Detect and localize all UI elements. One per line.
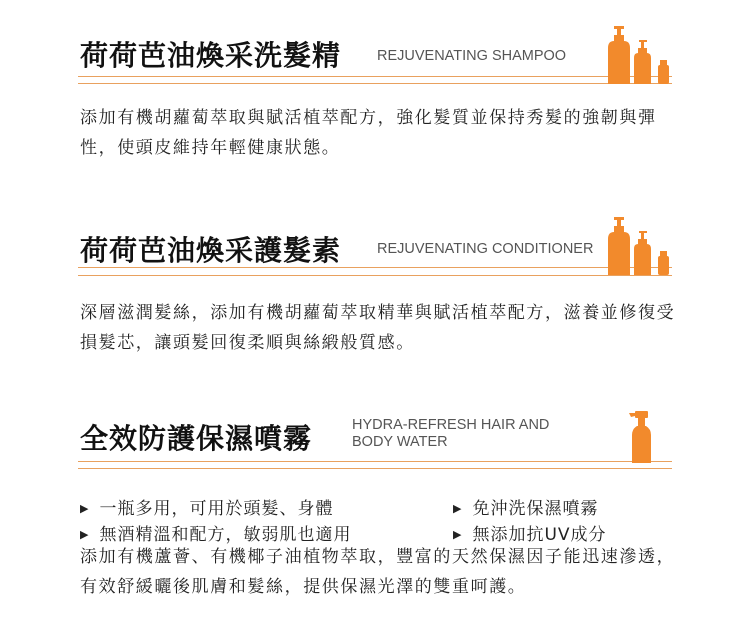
divider-top: [78, 461, 672, 462]
triangle-icon: ▶: [453, 528, 463, 541]
feature-text: 一瓶多用，可用於頭髮、身體: [99, 499, 334, 519]
divider-bottom: [78, 468, 672, 469]
divider-bottom: [78, 275, 672, 276]
feature-bullet: [80, 494, 333, 519]
conditioner-description: 深層滋潤髮絲，添加有機胡蘿蔔萃取精華與賦活植萃配方，滋養並修復受損髮芯，讓頭髮回復柔順與絲緞般質感。: [80, 303, 676, 353]
feature-text: 無酒精溫和配方，敏弱肌也適用: [99, 525, 352, 545]
triangle-icon: ▶: [80, 528, 90, 541]
spray-subtitle-line1: HYDRA-REFRESH HAIR AND: [352, 417, 550, 433]
triangle-icon: ▶: [453, 502, 463, 515]
shampoo-description: 添加有機胡蘿蔔萃取與賦活植萃配方，強化髮質並保持秀髮的強韌與彈性，使頭皮維持年輕健康狀態。: [80, 108, 657, 158]
shampoo-title: 荷荷芭油煥采洗髮精: [80, 39, 342, 72]
spray-subtitle-line2: BODY WATER: [352, 434, 448, 450]
divider-top: [78, 267, 672, 268]
bottle-set-icon: [598, 26, 676, 88]
feature-bullet: [453, 494, 598, 519]
feature-text: 免沖洗保濕噴霧: [472, 499, 599, 519]
conditioner-title: 荷荷芭油煥采護髮素: [80, 234, 342, 267]
divider-bottom: [78, 83, 672, 84]
triangle-icon: ▶: [80, 502, 90, 515]
conditioner-subtitle: REJUVENATING CONDITIONER: [377, 241, 594, 257]
spray-bottle-icon: [626, 411, 656, 467]
divider-top: [78, 76, 672, 77]
shampoo-section: [0, 0, 750, 200]
bottle-set-icon: [598, 217, 676, 279]
spray-description: 添加有機蘆薈、有機椰子油植物萃取，豐富的天然保濕因子能迅速滲透，有效舒緩曬後肌膚和髮絲，提供保濕光澤的雙重呵護。: [80, 547, 676, 597]
feature-text: 無添加抗UV成分: [472, 525, 607, 545]
spray-title: 全效防護保濕噴霧: [80, 422, 313, 455]
shampoo-subtitle: REJUVENATING SHAMPOO: [377, 48, 567, 64]
conditioner-section: [0, 195, 750, 385]
spray-section: [0, 395, 750, 630]
